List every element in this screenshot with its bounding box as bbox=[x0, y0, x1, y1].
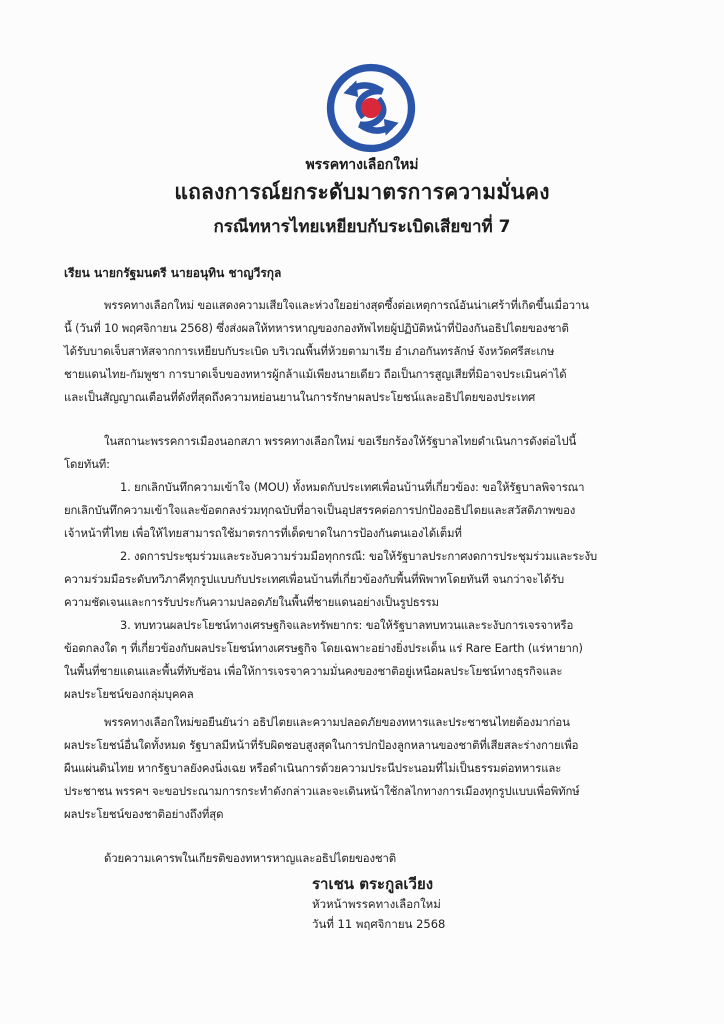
paragraph1-line: พรรคทางเลือกใหม่ ขอแสดงความเสียใจและห่วงใยอย่างสุดซึ้งต่อเหตุการณ์อันน่าเศร้าที่เกิดขึ้นเมื่อวาน bbox=[104, 298, 589, 312]
demand-1-line: 1. ยกเลิกบันทึกความเข้าใจ (MOU) ทั้งหมดกับประเทศเพื่อนบ้านที่เกี่ยวข้อง: ขอให้รัฐบาลพิจารณา bbox=[120, 480, 585, 494]
closing-line: ด้วยความเคารพในเกียรติของทหารหาญและอธิปไตยของชาติ bbox=[104, 851, 396, 865]
statement-title: แถลงการณ์ยกระดับมาตรการความมั่นคง bbox=[174, 180, 550, 204]
statement-subtitle: กรณีทหารไทยเหยียบกับระเบิดเสียขาที่ 7 bbox=[213, 217, 511, 237]
paragraph2-line: ในสถานะพรรคการเมืองนอกสภา พรรคทางเลือกใหม่ ขอเรียกร้องให้รัฐบาลไทยดำเนินการดังต่อไปนี้ bbox=[104, 434, 577, 448]
signatory-role: หัวหน้าพรรคทางเลือกใหม่ bbox=[312, 897, 441, 911]
signature-date: วันที่ 11 พฤศจิกายน 2568 bbox=[312, 917, 446, 931]
paragraph3-line: ผืนแผ่นดินไทย หากรัฐบาลยังคงนิ่งเฉย หรือดำเนินการด้วยความประนีประนอมที่ไม่เป็นธรรมต่อทหารและ bbox=[64, 761, 562, 775]
paragraph2-line: โดยทันที: bbox=[64, 457, 110, 471]
paragraph1-line: และเป็นสัญญาณเตือนที่ดังที่สุดถึงความหย่อนยานในการรักษาผลประโยชน์และอธิปไตยของประเทศ bbox=[64, 390, 536, 404]
demand-2-line: ความร่วมมือระดับทวิภาคีทุกรูปแบบกับประเทศเพื่อนบ้านที่เกี่ยวข้องกับพื้นที่พิพาทโดยทันที จนกว่าจะได้รับ bbox=[64, 572, 564, 586]
party-logo-icon bbox=[325, 62, 417, 154]
demand-1-line: เจ้าหน้าที่ไทย เพื่อให้ไทยสามารถใช้มาตรการที่เด็ดขาดในการป้องกันตนเองได้เต็มที่ bbox=[64, 526, 462, 540]
demand-3-line: ผลประโยชน์ของกลุ่มบุคคล bbox=[64, 687, 194, 701]
paragraph3-line: พรรคทางเลือกใหม่ขอยืนยันว่า อธิปไตยและความปลอดภัยของทหารและประชาชนไทยต้องมาก่อน bbox=[104, 715, 570, 729]
paragraph1-line: ได้รับบาดเจ็บสาหัสจากการเหยียบกับระเบิด บริเวณพื้นที่ห้วยตามาเรีย อำเภอกันทรลักษ์ จังหวัดศรีสะเกษ bbox=[64, 344, 555, 358]
demand-1-line: ยกเลิกบันทึกความเข้าใจและข้อตกลงร่วมทุกฉบับที่อาจเป็นอุปสรรคต่อการปกป้องอธิปไตยและสวัสดิภาพของ bbox=[64, 503, 576, 517]
party-name: พรรคทางเลือกใหม่ bbox=[305, 157, 419, 173]
demand-3-line: 3. ทบทวนผลประโยชน์ทางเศรษฐกิจและทรัพยากร: ขอให้รัฐบาลทบทวนและระงับการเจรจาหรือ bbox=[120, 618, 574, 632]
paragraph3-line: ผลประโยชน์อื่นใดทั้งหมด รัฐบาลมีหน้าที่รับผิดชอบสูงสุดในการปกป้องลูกหลานของชาติที่เสียสละร่างกายเพื่อ bbox=[64, 738, 579, 752]
paragraph1-line: ชายแดนไทย-กัมพูชา การบาดเจ็บของทหารผู้กล้าแม้เพียงนายเดียว ถือเป็นการสูญเสียที่มิอาจประเมินค่าได้ bbox=[64, 367, 567, 381]
salutation: เรียน นายกรัฐมนตรี นายอนุทิน ชาญวีรกุล bbox=[64, 266, 282, 280]
paragraph1-line: นี้ (วันที่ 10 พฤศจิกายน 2568) ซึ่งส่งผลให้ทหารหาญของกองทัพไทยผู้ปฏิบัติหน้าที่ป้องกันอธิปไตยของชาติ bbox=[64, 321, 569, 335]
demand-2-line: 2. งดการประชุมร่วมและระงับความร่วมมือทุกกรณี: ขอให้รัฐบาลประกาศงดการประชุมร่วมและระงับ bbox=[120, 549, 597, 563]
demand-3-line: ในพื้นที่ชายแดนและพื้นที่ทับซ้อน เพื่อให้การเจรจาความมั่นคงของชาติอยู่เหนือผลประโยชน์ทางธุรกิจและ bbox=[64, 664, 563, 678]
paragraph3-line: ผลประโยชน์ของชาติอย่างถึงที่สุด bbox=[64, 807, 224, 821]
paragraph3-line: ประชาชน พรรคฯ จะขอประณามการกระทำดังกล่าวและจะเดินหน้าใช้กลไกทางการเมืองทุกรูปแบบเพื่อพิทักษ์ bbox=[64, 784, 580, 798]
demand-3-line: ข้อตกลงใด ๆ ที่เกี่ยวข้องกับผลประโยชน์ทางเศรษฐกิจ โดยเฉพาะอย่างยิ่งประเด็น แร่ Rare Earth (แร่หายาก) bbox=[64, 641, 583, 655]
signatory-name: ราเชน ตระกูลเวียง bbox=[312, 875, 434, 893]
demand-2-line: ความชัดเจนและการรับประกันความปลอดภัยในพื้นที่ชายแดนอย่างเป็นรูปธรรม bbox=[64, 595, 439, 609]
